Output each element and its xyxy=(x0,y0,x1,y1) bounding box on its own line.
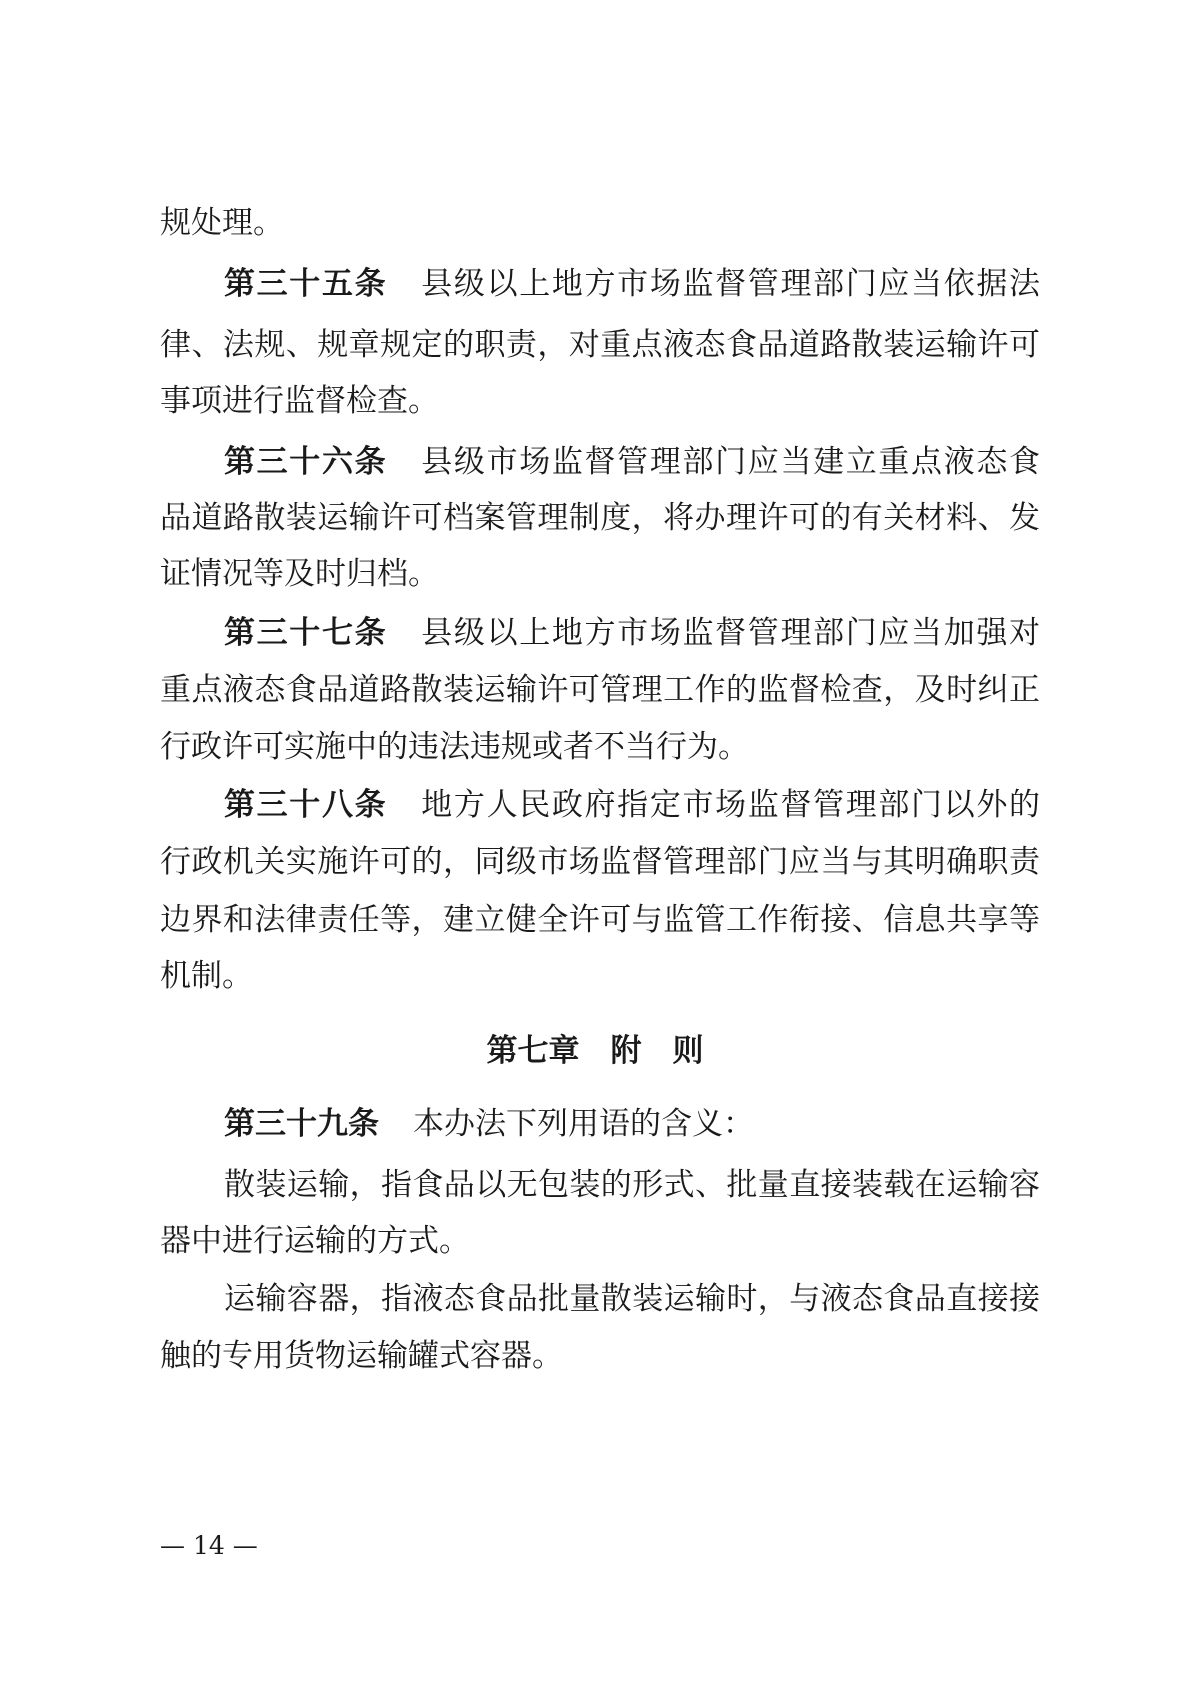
article-37-heading: 第三十七条 xyxy=(224,615,388,651)
paragraph-line: 规处理。 xyxy=(160,205,284,241)
article-38-heading: 第三十八条 xyxy=(224,787,388,823)
chapter-heading: 第七章 附 则 xyxy=(486,1033,704,1069)
article-36-text: 县级市场监督管理部门应当建立重点液态食 xyxy=(421,444,1040,480)
paragraph-line: 运输容器，指液态食品批量散装运输时，与液态食品直接接 xyxy=(224,1281,1040,1317)
paragraph-line: 事项进行监督检查。 xyxy=(160,383,439,419)
paragraph-line: 品道路散装运输许可档案管理制度，将办理许可的有关材料、发 xyxy=(160,500,1040,536)
article-38-text: 地方人民政府指定市场监督管理部门以外的 xyxy=(421,787,1040,823)
paragraph-line: 行政许可实施中的违法违规或者不当行为。 xyxy=(160,729,749,765)
paragraph-line: 散装运输，指食品以无包装的形式、批量直接装载在运输容 xyxy=(224,1167,1040,1203)
article-38-first-line xyxy=(224,780,1040,830)
paragraph-line: 边界和法律责任等，建立健全许可与监管工作衔接、信息共享等 xyxy=(160,902,1040,938)
article-35-first-line xyxy=(224,259,1040,309)
article-37-text: 县级以上地方市场监督管理部门应当加强对 xyxy=(421,615,1040,651)
article-39-first-line xyxy=(224,1099,1040,1149)
paragraph-line: 证情况等及时归档。 xyxy=(160,556,439,592)
article-35-text: 县级以上地方市场监督管理部门应当依据法 xyxy=(421,266,1040,302)
article-36-first-line xyxy=(224,437,1040,487)
article-36-heading: 第三十六条 xyxy=(224,444,388,480)
paragraph-line: 器中进行运输的方式。 xyxy=(160,1223,470,1259)
paragraph-line: 行政机关实施许可的，同级市场监督管理部门应当与其明确职责 xyxy=(160,844,1040,880)
paragraph-line: 律、法规、规章规定的职责，对重点液态食品道路散装运输许可 xyxy=(160,327,1040,363)
article-37-first-line xyxy=(224,608,1040,658)
article-35-heading: 第三十五条 xyxy=(224,266,388,302)
page-number: — 14 — xyxy=(160,1531,258,1560)
paragraph-line: 重点液态食品道路散装运输许可管理工作的监督检查，及时纠正 xyxy=(160,672,1040,708)
paragraph-line: 触的专用货物运输罐式容器。 xyxy=(160,1338,563,1374)
paragraph-line: 机制。 xyxy=(160,958,253,994)
article-39-text: 本办法下列用语的含义： xyxy=(413,1106,754,1142)
article-39-heading: 第三十九条 xyxy=(224,1106,379,1142)
